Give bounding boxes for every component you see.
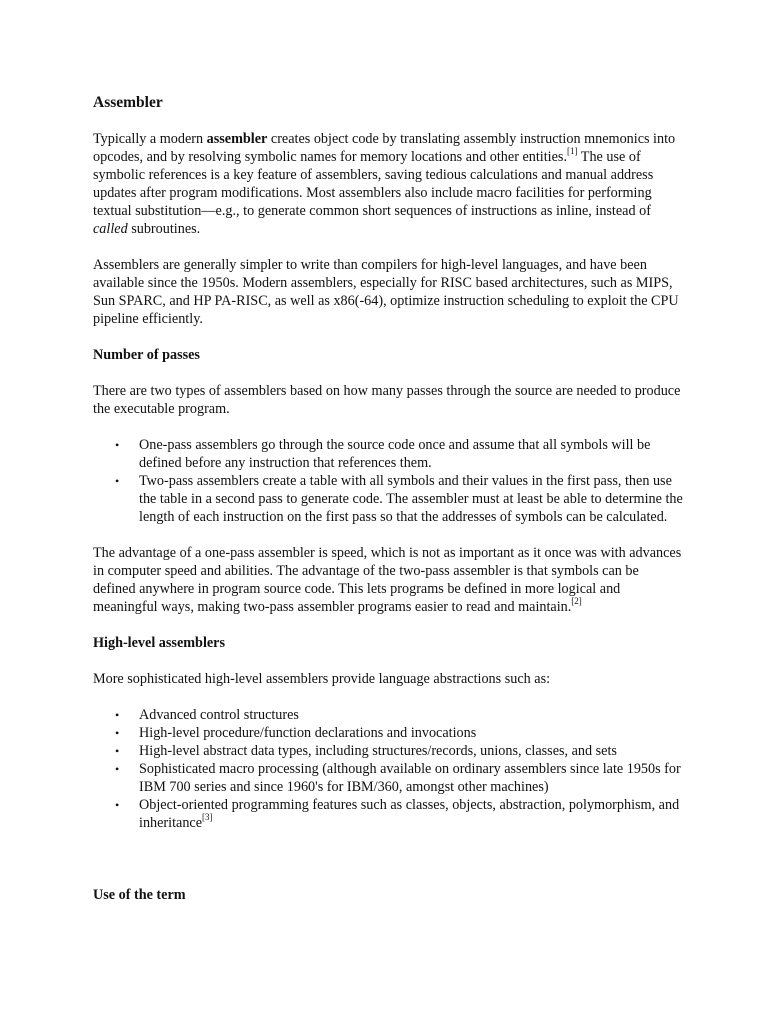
highlevel-heading: High-level assemblers [93,635,226,651]
intro-text: Typically a modern [93,131,207,147]
list-item-text: One-pass assemblers go through the source code once and assume that all symbols will be defined before any instruction that references them. [139,437,651,471]
bullet-icon: • [115,744,120,758]
document-page [93,94,683,922]
highlevel-list [93,706,683,832]
intro-text-end: subroutines. [127,221,201,237]
list-item [93,436,683,472]
highlevel-intro: More sophisticated high-level assemblers provide language abstractions such as: [93,671,551,687]
passes-intro: There are two types of assemblers based on how many passes through the source are needed to produce the executable program. [93,383,681,417]
bullet-icon: • [115,798,120,812]
list-item-text: High-level abstract data types, including structures/records, unions, classes, and sets [139,743,617,759]
use-of-term-heading: Use of the term [93,887,186,903]
intro-italic-term: called [93,221,128,237]
list-item-text: Advanced control structures [139,707,299,723]
intro-text-mid: creates object code by translating assembly instruction mnemonics into opcodes, and by resolving symbolic names for memory locations and other entities. [93,131,676,165]
bullet-icon: • [115,762,120,776]
intro-text-post: The use of symbolic references is a key feature of assemblers, saving tedious calculations and manual address updates after program modifications. Most assemblers also include macro facilities for performing textual substitution—e.g., to generate common short sequences of instructions as inline, instead of [93,149,654,219]
advantage-text: The advantage of a one-pass assembler is speed, which is not as important as it once was with advances in computer speed and abilities. The advantage of the two-pass assembler is that symbols can be defined anywhere in program source code. This lets programs be defined in more logical and meaningful ways, making two-pass assembler programs easier to read and maintain. [93,545,682,615]
list-item [93,760,683,796]
list-item [93,742,683,760]
bullet-icon: • [115,726,120,740]
advantage-paragraph [93,544,683,616]
spacer [93,850,683,886]
passes-list [93,436,683,526]
list-item [93,706,683,724]
reference-2-link[interactable]: [2] [571,596,582,607]
intro-bold-term: assembler [206,131,268,147]
passes-heading: Number of passes [93,347,200,363]
reference-3-link[interactable]: [3] [202,812,213,823]
list-item-text: Sophisticated macro processing (although available on ordinary assemblers since late 1950s for IBM 700 series and since 1960's for IBM/360, amongst other machines) [139,761,681,795]
history-paragraph: Assemblers are generally simpler to write than compilers for high-level languages, and have been available since the 1950s. Modern assemblers, especially for RISC based architectures, such as MIPS, Sun SPARC, and HP PA-RISC, as well as x86(-64), optimize instruction scheduling to exploit the CPU pipeline efficiently. [93,257,679,327]
list-item [93,472,683,526]
list-item [93,796,683,832]
list-item-text: Two-pass assemblers create a table with all symbols and their values in the first pass, then use the table in a second pass to generate code. The assembler must at least be able to determine the length of each instruction on the first pass so that the addresses of symbols can be calculated. [139,473,683,525]
bullet-icon: • [115,474,120,488]
reference-1-link[interactable]: [1] [567,146,578,157]
intro-paragraph [93,130,683,238]
page-title: Assembler [93,94,163,111]
list-item-text: Object-oriented programming features such as classes, objects, abstraction, polymorphism, and inheritance [139,797,680,831]
list-item-text: High-level procedure/function declarations and invocations [139,725,477,741]
bullet-icon: • [115,438,120,452]
list-item [93,724,683,742]
bullet-icon: • [115,708,120,722]
